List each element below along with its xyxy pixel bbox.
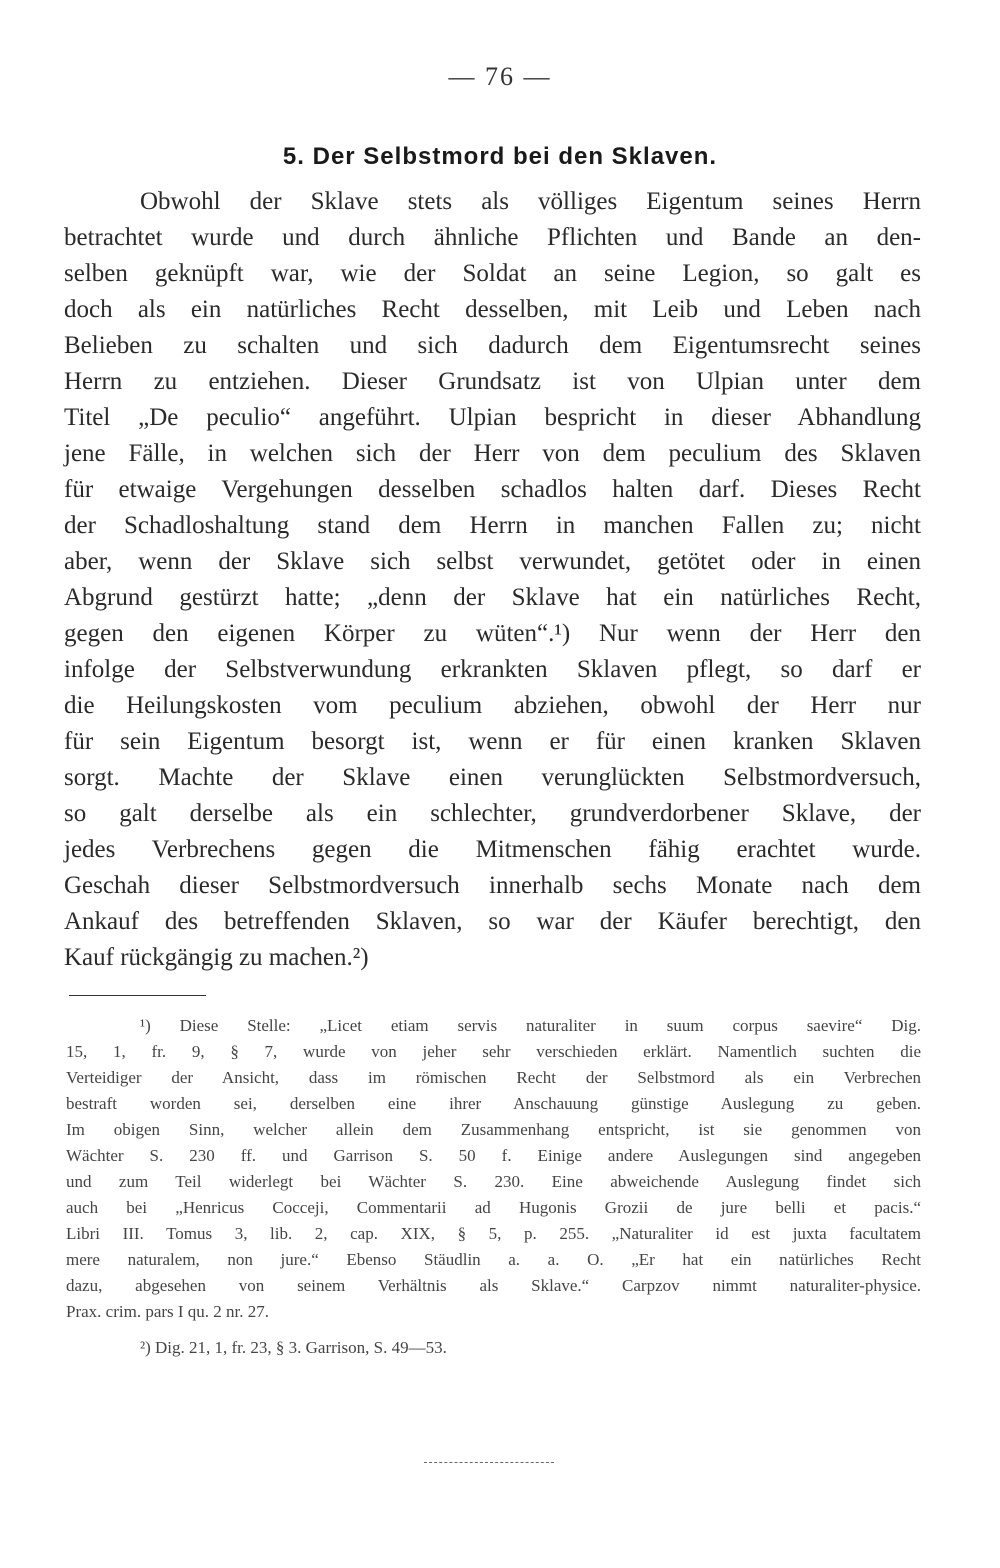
footnote-line: mere naturalem, non jure.“ Ebenso Stäudlin a. a. O. „Er hat ein natürliches Recht: [66, 1250, 921, 1269]
footnote-line: Prax. crim. pars I qu. 2 nr. 27.: [66, 1302, 270, 1321]
footnote-line: bestraft worden sei, derselben eine ihrer Anschauung günstige Auslegung zu geben.: [66, 1094, 921, 1113]
body-line: Herrn zu entziehen. Dieser Grundsatz ist von Ulpian unter dem: [64, 368, 921, 395]
body-line: gegen den eigenen Körper zu wüten“.¹) Nur wenn der Herr den: [64, 620, 921, 647]
footnote-line: und zum Teil widerlegt bei Wächter S. 230. Eine abweichende Auslegung findet sich: [66, 1172, 921, 1191]
body-line: aber, wenn der Sklave sich selbst verwundet, getötet oder in einen: [64, 548, 921, 575]
footnote-line: 15, 1, fr. 9, § 7, wurde von jeher sehr verschieden erklärt. Namentlich suchten die: [66, 1042, 921, 1061]
body-line: die Heilungskosten vom peculium abziehen, obwohl der Herr nur: [64, 692, 921, 719]
body-line: doch als ein natürliches Recht desselben, mit Leib und Leben nach: [64, 296, 921, 323]
footnote-line: ¹) Diese Stelle: „Licet etiam servis naturaliter in suum corpus saevire“ Dig.: [140, 1016, 921, 1035]
footnote-2: ²) Dig. 21, 1, fr. 23, § 3. Garrison, S. 49—53.: [140, 1338, 447, 1357]
body-line: Kauf rückgängig zu machen.²): [64, 944, 369, 971]
end-ornament-rule: [424, 1462, 554, 1463]
body-line: Geschah dieser Selbstmordversuch innerhalb sechs Monate nach dem: [64, 872, 921, 899]
footnote-line: dazu, abgesehen von seinem Verhältnis als Sklave.“ Carpzov nimmt naturaliter-physice.: [66, 1276, 921, 1295]
footnote-separator: [69, 995, 206, 996]
footnote-line: auch bei „Henricus Cocceji, Commentarii ad Hugonis Grozii de jure belli et pacis.“: [66, 1198, 921, 1217]
footnote-line: Verteidiger der Ansicht, dass im römischen Recht der Selbstmord als ein Verbrechen: [66, 1068, 921, 1087]
footnote-line: Im obigen Sinn, welcher allein dem Zusammenhang entspricht, ist sie genommen von: [66, 1120, 921, 1139]
body-line: jene Fälle, in welchen sich der Herr von dem peculium des Sklaven: [64, 440, 921, 467]
body-line: für etwaige Vergehungen desselben schadlos halten darf. Dieses Recht: [64, 476, 921, 503]
footnote-line: Wächter S. 230 ff. und Garrison S. 50 f. Einige andere Auslegungen sind angegeben: [66, 1146, 921, 1165]
body-line: Belieben zu schalten und sich dadurch dem Eigentumsrecht seines: [64, 332, 921, 359]
body-line: Titel „De peculio“ angeführt. Ulpian bespricht in dieser Abhandlung: [64, 404, 921, 431]
body-line: der Schadloshaltung stand dem Herrn in manchen Fallen zu; nicht: [64, 512, 921, 539]
body-line: jedes Verbrechens gegen die Mitmenschen fähig erachtet wurde.: [64, 836, 921, 863]
body-line: Ankauf des betreffenden Sklaven, so war der Käufer berechtigt, den: [64, 908, 921, 935]
body-line: für sein Eigentum besorgt ist, wenn er für einen kranken Sklaven: [64, 728, 921, 755]
page-number: — 76 —: [448, 62, 552, 91]
body-line: Obwohl der Sklave stets als völliges Eigentum seines Herrn: [140, 188, 921, 215]
footnote-line: Libri III. Tomus 3, lib. 2, cap. XIX, § 5, p. 255. „Naturaliter id est juxta facultatem: [66, 1224, 921, 1243]
body-line: betrachtet wurde und durch ähnliche Pflichten und Bande an den-: [64, 224, 921, 251]
body-line: infolge der Selbstverwundung erkrankten Sklaven pflegt, so darf er: [64, 656, 921, 683]
body-line: Abgrund gestürzt hatte; „denn der Sklave hat ein natürliches Recht,: [64, 584, 921, 611]
section-heading: 5. Der Selbstmord bei den Sklaven.: [282, 143, 718, 170]
body-line: so galt derselbe als ein schlechter, grundverdorbener Sklave, der: [64, 800, 921, 827]
body-line: selben geknüpft war, wie der Soldat an seine Legion, so galt es: [64, 260, 921, 287]
body-line: sorgt. Machte der Sklave einen verunglückten Selbstmordversuch,: [64, 764, 921, 791]
